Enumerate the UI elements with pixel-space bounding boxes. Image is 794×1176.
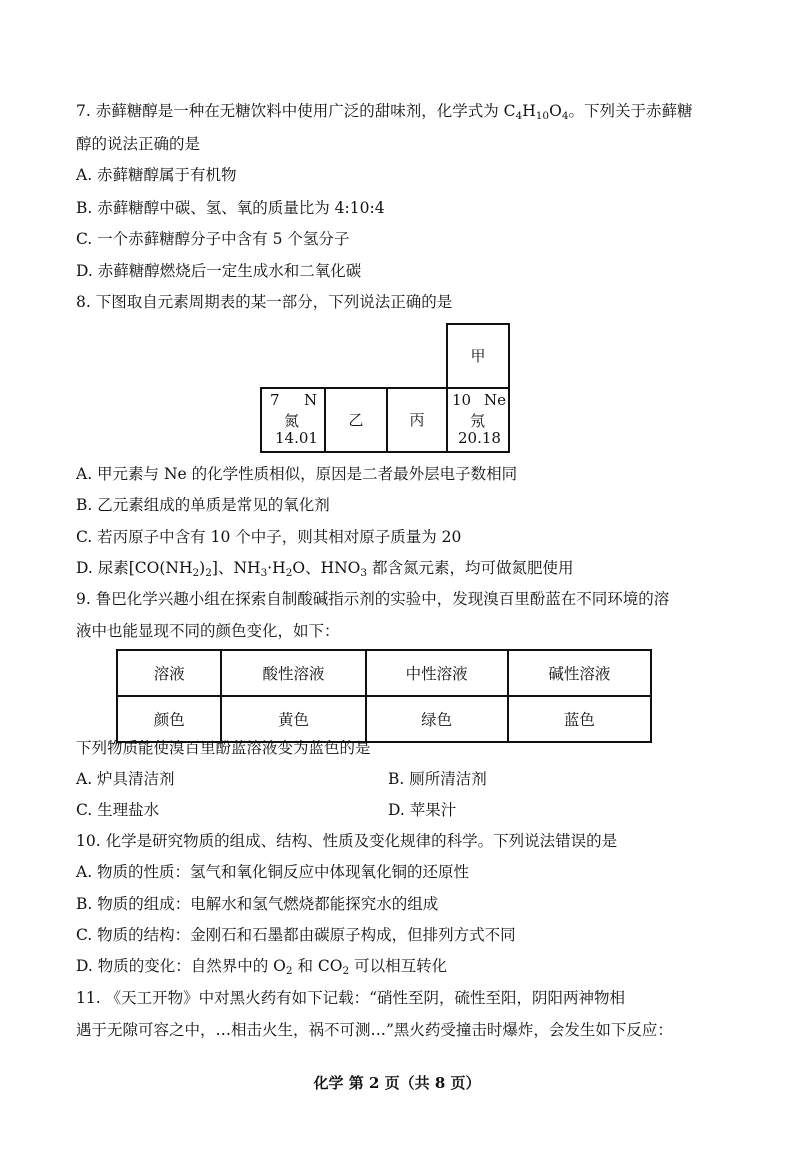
cell-yi-label: 乙 — [348, 411, 364, 429]
q11-line2: 遇于无隙可容之中，…相击火生，祸不可测…”黑火药受撞击时爆炸，会发生如下反应： — [76, 1021, 673, 1039]
q10-option-b: B. 物质的组成：电解水和氢气燃烧都能探究水的组成 — [76, 895, 439, 913]
text-part: D. 物质的变化：自然界中的 O — [76, 957, 286, 975]
table-cell: 蓝色 — [508, 696, 651, 742]
q7-option-a: A. 赤藓糖醇属于有机物 — [76, 166, 237, 184]
formula-sub: 10 — [535, 110, 550, 122]
formula-letter: O — [549, 102, 562, 120]
table-cell: 颜色 — [117, 696, 221, 742]
q10-option-a: A. 物质的性质：氢气和氧化铜反应中体现氧化铜的还原性 — [76, 863, 470, 881]
formula-sub: 4 — [515, 110, 523, 122]
ne-mass: 20.18 — [458, 429, 501, 447]
table-header-cell: 酸性溶液 — [221, 650, 365, 696]
text-part: O、HNO — [292, 559, 361, 577]
q11-line1: 11. 《天工开物》中对黑火药有如下记载：“硝性至阴，硫性至阳，阴阳两神物相 — [76, 989, 626, 1007]
n-mass: 14.01 — [275, 429, 318, 447]
q7-option-b: B. 赤藓糖醇中碳、氢、氧的质量比为 4:10:4 — [76, 199, 385, 217]
q9-option-d: D. 苹果汁 — [388, 801, 457, 819]
q8-option-d — [76, 557, 574, 584]
text-part: 都含氮元素，均可做氮肥使用 — [367, 559, 574, 577]
formula-sub: 2 — [285, 965, 293, 977]
q8-stem: 8. 下图取自元素周期表的某一部分，下列说法正确的是 — [76, 293, 453, 311]
table-header-cell: 溶液 — [117, 650, 221, 696]
periodic-table-row — [260, 387, 510, 453]
indicator-color-table — [116, 649, 652, 743]
q8-option-c: C. 若丙原子中含有 10 个中子，则其相对原子质量为 20 — [76, 528, 462, 546]
ne-symbol: Ne — [484, 391, 507, 409]
page-footer: 化学 第 2 页（共 8 页） — [313, 1074, 481, 1092]
table-header-row — [117, 650, 651, 696]
q7-stem-line2: 醇的说法正确的是 — [76, 135, 201, 153]
q10-option-c: C. 物质的结构：金刚石和石墨都由碳原子构成，但排列方式不同 — [76, 926, 516, 944]
q7-stem-part-a: 7. 赤藓糖醇是一种在无糖饮料中使用广泛的甜味剂，化学式为 C — [76, 102, 516, 120]
table-header-cell: 中性溶液 — [366, 650, 508, 696]
formula-sub: 3 — [260, 567, 268, 579]
q8-option-b: B. 乙元素组成的单质是常见的氧化剂 — [76, 496, 330, 514]
table-cell: 绿色 — [366, 696, 508, 742]
text-part: ·H — [267, 559, 286, 577]
formula-sub: 2 — [192, 567, 200, 579]
ne-atomic-number: 10 — [452, 391, 472, 409]
n-symbol: N — [304, 391, 318, 409]
q9-stem-line2: 液中也能显现不同的颜色变化，如下： — [76, 622, 340, 640]
text-part: 和 CO — [292, 957, 343, 975]
periodic-cell-jia — [446, 323, 510, 389]
q7-stem-part-b: 。下列关于赤藓糖 — [568, 102, 693, 120]
q8-option-a: A. 甲元素与 Ne 的化学性质相似，原因是二者最外层电子数相同 — [76, 465, 518, 483]
formula-sub: 2 — [205, 567, 212, 579]
cell-bing-label: 丙 — [409, 411, 425, 429]
periodic-cell-ne — [448, 389, 508, 451]
n-name: 氮 — [284, 412, 300, 430]
q9-question: 下列物质能使溴百里酚蓝溶液变为蓝色的是 — [76, 739, 371, 757]
formula-sub: 2 — [342, 965, 350, 977]
n-atomic-number: 7 — [270, 391, 280, 409]
periodic-cell-n — [262, 389, 326, 451]
q10-option-d — [76, 955, 447, 982]
formula-sub: 4 — [561, 110, 569, 122]
text-part: ]、NH — [211, 559, 261, 577]
table-row — [117, 696, 651, 742]
text-part: ) — [199, 559, 206, 577]
q7-option-c: C. 一个赤藓糖醇分子中含有 5 个氢分子 — [76, 230, 350, 248]
formula-sub: 3 — [360, 567, 368, 579]
table-cell: 黄色 — [221, 696, 365, 742]
q9-option-a: A. 炉具清洁剂 — [76, 770, 175, 788]
ne-name: 氖 — [470, 412, 486, 430]
q10-stem: 10. 化学是研究物质的组成、结构、性质及变化规律的科学。下列说法错误的是 — [76, 832, 618, 850]
periodic-cell-bing — [388, 389, 448, 451]
q7-stem-line1 — [76, 100, 693, 127]
q9-option-b: B. 厕所清洁剂 — [388, 770, 487, 788]
cell-jia-label: 甲 — [470, 347, 486, 365]
q7-option-d: D. 赤藓糖醇燃烧后一定生成水和二氧化碳 — [76, 262, 362, 280]
text-part: D. 尿素[CO(NH — [76, 559, 193, 577]
q9-option-c: C. 生理盐水 — [76, 801, 160, 819]
periodic-cell-yi — [326, 389, 388, 451]
text-part: 可以相互转化 — [349, 957, 448, 975]
formula-letter: H — [522, 102, 536, 120]
table-header-cell: 碱性溶液 — [508, 650, 651, 696]
q9-stem-line1: 9. 鲁巴化学兴趣小组在探索自制酸碱指示剂的实验中，发现溴百里酚蓝在不同环境的溶 — [76, 590, 670, 608]
formula-sub: 2 — [285, 567, 293, 579]
